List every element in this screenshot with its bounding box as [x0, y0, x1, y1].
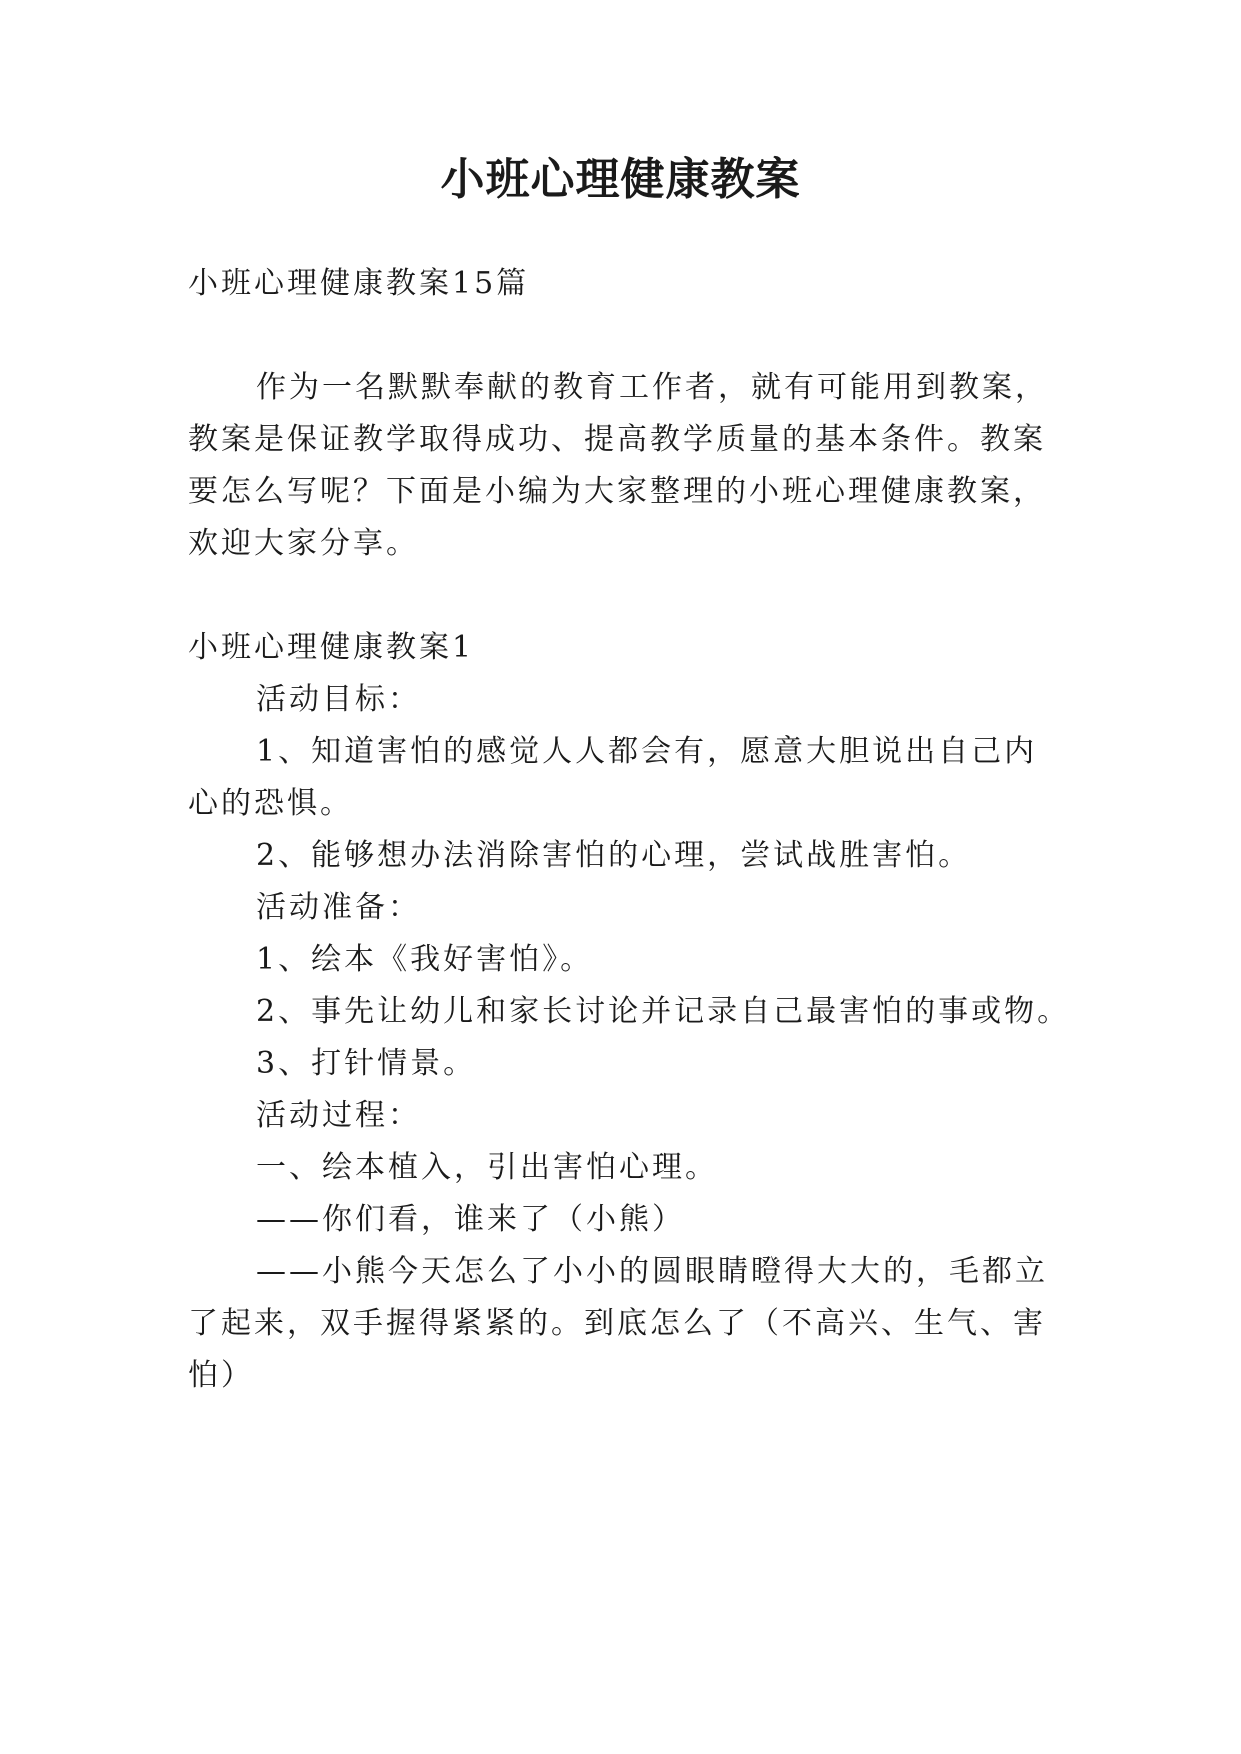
intro-line: 作为一名默默奉献的教育工作者，就有可能用到教案， — [256, 370, 1048, 405]
body-line: 一、绘本植入，引出害怕心理。 — [256, 1150, 718, 1185]
body-line: 3、打针情景。 — [256, 1046, 477, 1081]
body-line: ——小熊今天怎么了小小的圆眼睛瞪得大大的，毛都立 — [256, 1254, 1048, 1289]
body-line: 怕） — [188, 1358, 254, 1393]
body-line: 2、能够想办法消除害怕的心理，尝试战胜害怕。 — [256, 838, 972, 873]
body-line: 活动准备： — [256, 890, 421, 925]
body-line: 心的恐惧。 — [188, 786, 353, 821]
intro-line: 欢迎大家分享。 — [188, 526, 419, 561]
document-subtitle: 小班心理健康教案15篇 — [188, 266, 530, 301]
body-line: 活动过程： — [256, 1098, 421, 1133]
section-heading: 小班心理健康教案1 — [188, 630, 475, 665]
body-line: 活动目标： — [256, 682, 421, 717]
body-line: 1、知道害怕的感觉人人都会有，愿意大胆说出自己内 — [256, 734, 1038, 769]
body-line: 1、绘本《我好害怕》。 — [256, 942, 594, 977]
intro-line: 教案是保证教学取得成功、提高教学质量的基本条件。教案 — [188, 422, 1046, 457]
body-line: ——你们看，谁来了（小熊） — [256, 1202, 685, 1237]
document-title: 小班心理健康教案 — [440, 154, 801, 205]
intro-line: 要怎么写呢？下面是小编为大家整理的小班心理健康教案， — [188, 474, 1046, 509]
body-line: 2、事先让幼儿和家长讨论并记录自己最害怕的事或物。 — [256, 994, 1071, 1029]
body-line: 了起来，双手握得紧紧的。到底怎么了（不高兴、生气、害 — [188, 1306, 1046, 1341]
